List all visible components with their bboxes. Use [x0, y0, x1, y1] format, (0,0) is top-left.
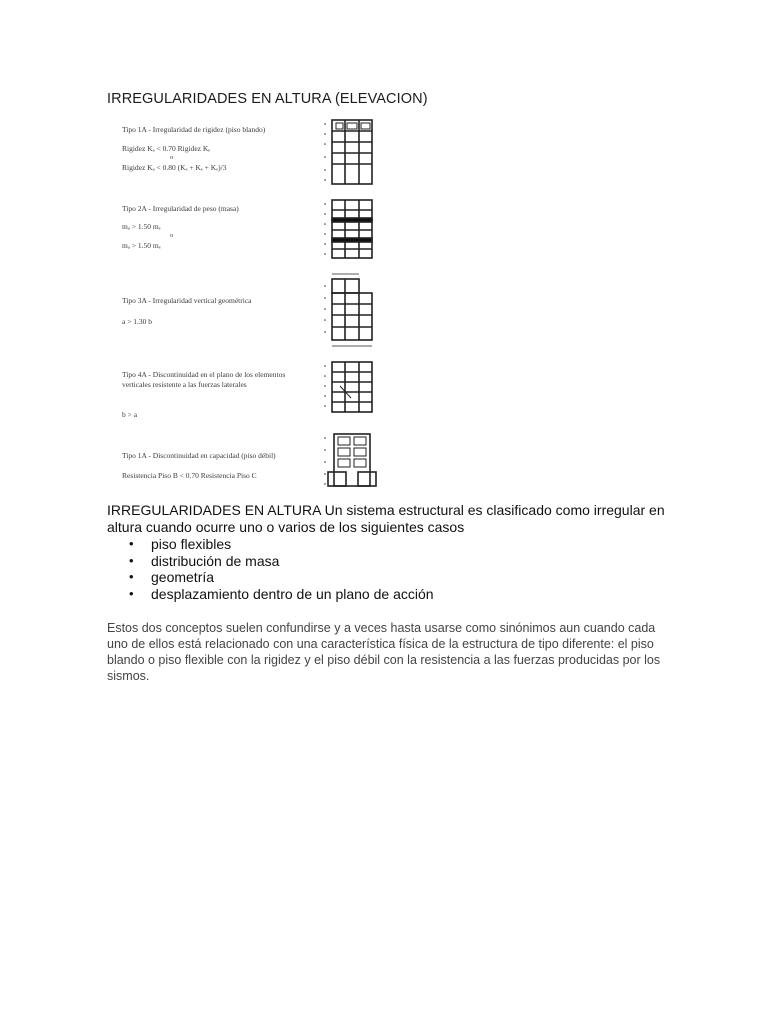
- frame-drawings: [118, 114, 388, 500]
- list-item: [129, 569, 667, 586]
- section-intro-paragraph: [107, 502, 667, 536]
- frame-weak-story: [328, 434, 376, 486]
- section-intro: Un sistema estructural es clasificado como irregular en altura cuando ocurre uno o varios de los siguientes casos: [107, 502, 665, 535]
- figure-block-5-line-1: Resistencia Piso B < 0.70 Resistencia Piso C: [122, 471, 257, 480]
- irregularity-figure: [118, 114, 388, 500]
- figure-block-2-heading: Tipo 2A - Irregularidad de peso (masa): [122, 204, 239, 213]
- figure-block-5-heading: Tipo 1A - Discontinuidad en capacidad (piso débil): [122, 451, 276, 460]
- list-item-text: desplazamiento dentro de un plano de acción: [151, 585, 434, 602]
- figure-block-4-heading: Tipo 4A - Discontinuidad en el plano de los elementos verticales resistente a las fuerzas laterales: [122, 370, 286, 389]
- bullet-icon: •: [129, 552, 134, 568]
- section-heading: IRREGULARIDADES EN ALTURA: [107, 502, 321, 518]
- list-item: [129, 536, 667, 553]
- list-item: [129, 552, 667, 570]
- figure-block-2-line-1: mₐ > 1.50 mₑ: [122, 222, 161, 231]
- figure-block-4-line-1: b > a: [122, 410, 138, 419]
- frame-geometric: [332, 274, 372, 346]
- figure-block-2-line-2: o: [170, 232, 174, 239]
- list-item-text: geometría: [151, 569, 215, 585]
- figure-block-1-line-1: Rigidez Kₐ < 0.70 Rigidez Kₑ: [122, 144, 211, 153]
- bullet-icon: •: [129, 569, 134, 584]
- frame-mass: [332, 200, 372, 258]
- frame-soft-story: [332, 120, 372, 184]
- figure-block-2-line-3: mₐ > 1.50 mₑ: [122, 241, 161, 250]
- figure-block-3-heading: Tipo 3A - Irregularidad vertical geométrica: [122, 296, 252, 305]
- figure-block-1-line-2: o: [170, 154, 174, 161]
- frame-in-plane: [332, 362, 372, 412]
- figure-block-3-line-1: a > 1.30 b: [122, 317, 153, 326]
- bullet-icon: •: [129, 585, 134, 601]
- figure-block-1-line-3: Rigidez Kₐ < 0.80 (Kₑ + Kₑ + Kₑ)/3: [122, 163, 227, 172]
- explanation-paragraph: Estos dos conceptos suelen confundirse y a veces hasta usarse como sinónimos aun cuando cada uno de ellos está relacionado con una característica física de la estructura de tipo diferente: el piso blando o piso flexible con la rigidez y el piso débil con la resistencia a las fuerzas producidas por los sismos.: [107, 621, 661, 683]
- bullet-icon: •: [129, 536, 134, 551]
- list-item-text: piso flexibles: [151, 536, 232, 552]
- page-title: IRREGULARIDADES EN ALTURA (ELEVACION): [107, 91, 428, 107]
- irregularity-list: [107, 536, 667, 602]
- figure-block-1-heading: Tipo 1A - Irregularidad de rigidez (piso blando): [122, 125, 266, 134]
- irregularities-section: [107, 502, 667, 602]
- list-item-text: distribución de masa: [151, 552, 280, 569]
- list-item: [129, 585, 667, 603]
